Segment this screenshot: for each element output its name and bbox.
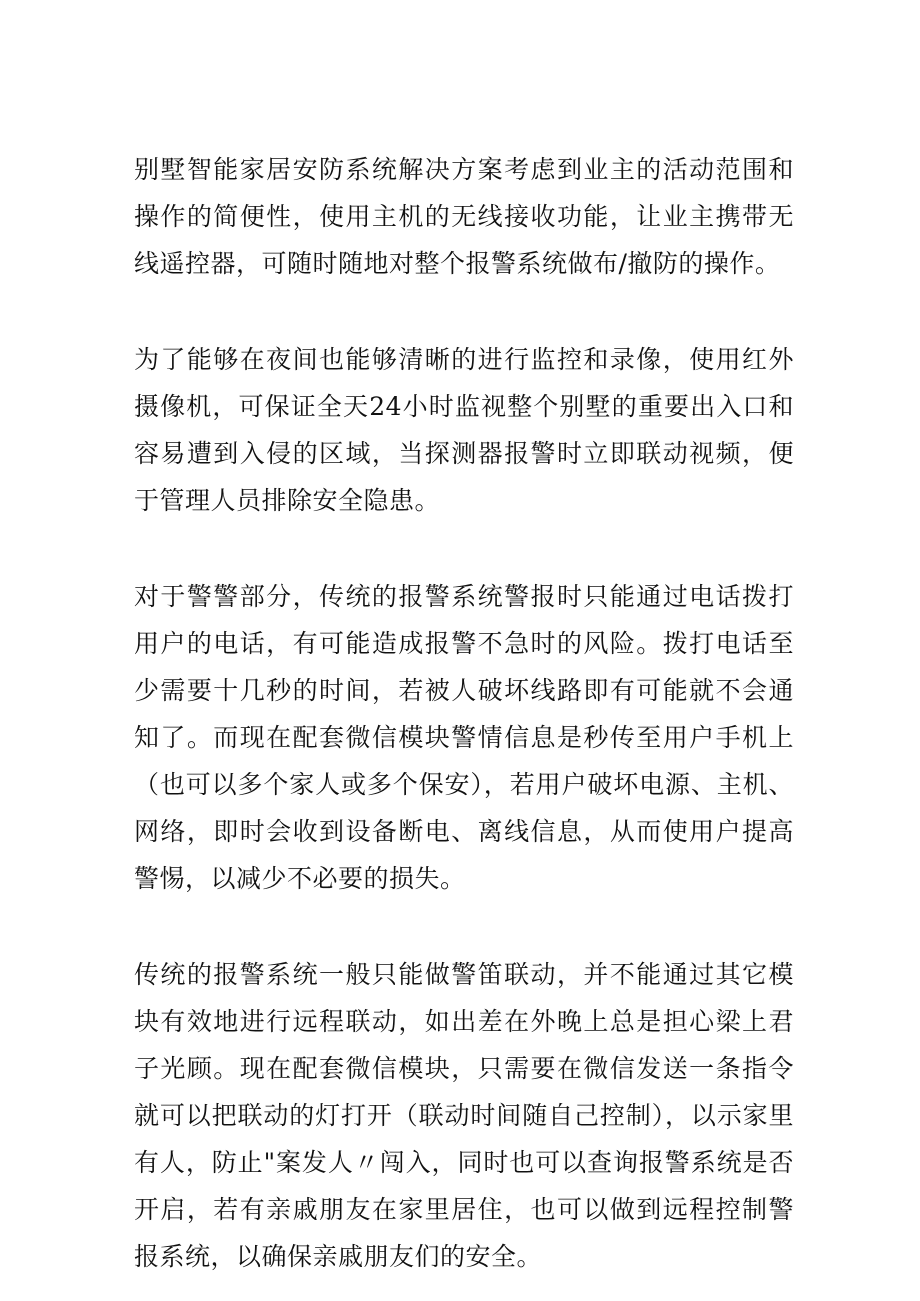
paragraph-remote-control: 别墅智能家居安防系统解决方案考虑到业主的活动范围和操作的简便性，使用主机的无线接收功能，让业主携带无线遥控器，可随时随地对整个报警系统做布/撤防的操作。	[134, 155, 794, 278]
paragraph-infrared-camera: 为了能够在夜间也能够清晰的进行监控和录像，使用红外摄像机，可保证全天24小时监视整个别墅的重要出入口和容易遭到入侵的区域，当探测器报警时立即联动视频，便于管理人员排除安全隐患。	[134, 345, 794, 515]
document-body	[134, 146, 794, 1280]
paragraph-remote-linkage: 传统的报警系统一般只能做警笛联动，并不能通过其它模块有效地进行远程联动，如出差在外晚上总是担心梁上君子光顾。现在配套微信模块，只需要在微信发送一条指令就可以把联动的灯打开（联动时间随自己控制），以示家里有人，防止"案发人〃闯入，同时也可以查询报警系统是否开启，若有亲戚朋友在家里居住，也可以做到远程控制警报系统，以确保亲戚朋友们的安全。	[134, 960, 794, 1271]
paragraph-alarm-notification: 对于警警部分，传统的报警系统警报时只能通过电话拨打用户的电话，有可能造成报警不急时的风险。拨打电话至少需要十几秒的时间，若被人破坏线路即有可能就不会通知了。而现在配套微信模块警情信息是秒传至用户手机上（也可以多个家人或多个保安），若用户破坏电源、主机、网络，即时会收到设备断电、离线信息，从而使用户提高警惕，以减少不必要的损失。	[134, 582, 794, 893]
